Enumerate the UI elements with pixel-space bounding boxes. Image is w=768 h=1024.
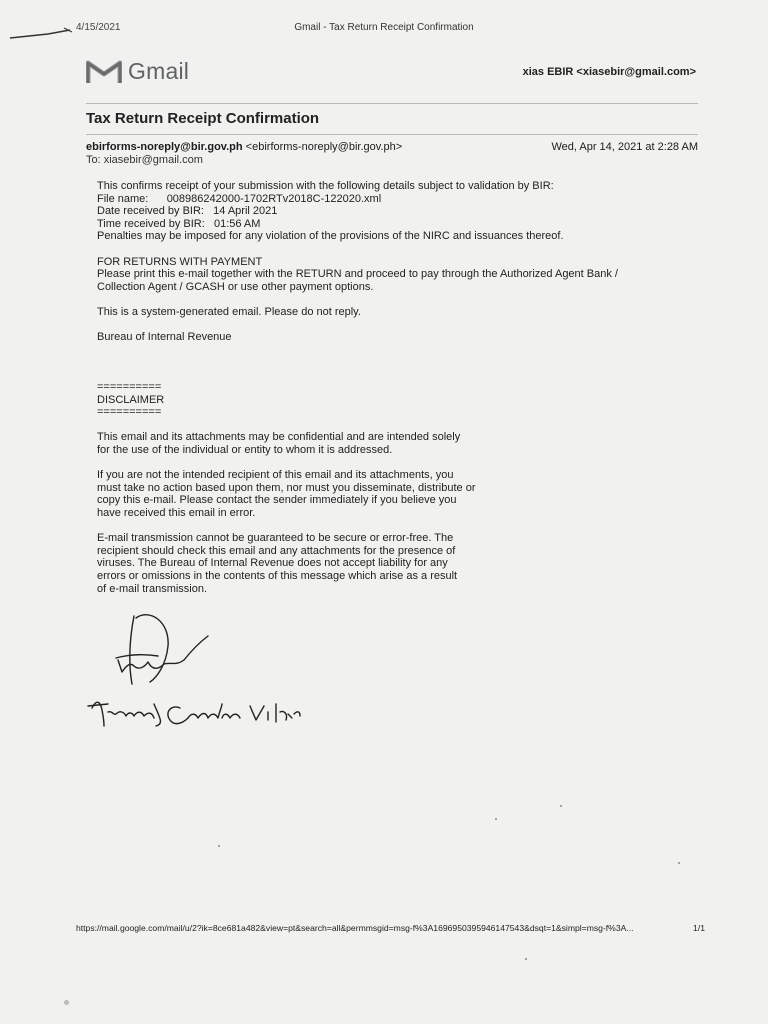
disclaimer-p2-line: have received this email in error.: [97, 506, 256, 519]
gmail-logo: [86, 58, 189, 85]
disclaimer-p1-line: for the use of the individual or entity to whom it is addressed.: [97, 443, 393, 456]
disclaimer-rule-top: ==========: [97, 381, 162, 393]
sender-line: [86, 141, 402, 153]
email-body: [97, 180, 657, 344]
account-identity: xias EBIR <xiasebir@gmail.com>: [522, 66, 696, 78]
sent-timestamp: Wed, Apr 14, 2021 at 2:28 AM: [551, 141, 698, 153]
payment-heading: FOR RETURNS WITH PAYMENT: [97, 255, 263, 268]
disclaimer-p2-line: must take no action based upon them, nor must you disseminate, distribute or: [97, 481, 476, 494]
sender-name: ebirforms-noreply@bir.gov.ph: [86, 141, 243, 153]
payment-line-1: Please print this e-mail together with the RETURN and proceed to pay through the Authorized Agent Bank /: [97, 268, 618, 281]
body-line-confirmation: This confirms receipt of your submission with the following details subject to validation by BIR:: [97, 180, 554, 192]
body-date-received: Date received by BIR: 14 April 2021: [97, 205, 278, 218]
disclaimer-p2-line: If you are not the intended recipient of this email and its attachments, you: [97, 469, 454, 482]
scan-speck: [525, 958, 527, 960]
gmail-logo-text: Gmail: [128, 58, 190, 84]
scan-speck: [678, 862, 680, 864]
print-page-number: 1/1: [693, 923, 705, 933]
print-url: https://mail.google.com/mail/u/2?ik=8ce681a482&view=pt&search=all&permmsgid=msg-f%3A1696950395946147543&dsqt=1&simpl=msg-f%3A...: [76, 923, 634, 933]
system-note: This is a system-generated email. Please do not reply.: [97, 305, 361, 318]
scan-speck: [560, 805, 562, 807]
disclaimer-rule-bottom: ==========: [97, 406, 162, 419]
handwritten-signature: [84, 600, 304, 740]
disclaimer-p1-line: This email and its attachments may be confidential and are intended solely: [97, 431, 461, 444]
payment-line-2: Collection Agent / GCASH or use other payment options.: [97, 280, 374, 293]
signoff: Bureau of Internal Revenue: [97, 331, 232, 344]
email-subject: Tax Return Receipt Confirmation: [86, 110, 320, 127]
scan-speck: [218, 845, 220, 847]
header-divider: [86, 103, 698, 104]
disclaimer-p3-line: of e-mail transmission.: [97, 582, 208, 595]
disclaimer-heading: DISCLAIMER: [97, 393, 165, 406]
sender-address: <ebirforms-noreply@bir.gov.ph>: [245, 141, 403, 153]
print-title: Gmail - Tax Return Receipt Confirmation: [294, 22, 474, 33]
disclaimer-p3-line: errors or omissions in the contents of this message which arise as a result: [97, 569, 458, 582]
disclaimer: [97, 381, 517, 595]
subject-divider: [86, 134, 698, 135]
recipient-line: To: xiasebir@gmail.com: [86, 154, 203, 166]
print-date: 4/15/2021: [76, 22, 121, 33]
disclaimer-p3-line: E-mail transmission cannot be guaranteed to be secure or error-free. The: [97, 532, 454, 545]
body-time-received: Time received by BIR: 01:56 AM: [97, 217, 261, 230]
scan-speck: [495, 818, 497, 820]
disclaimer-p2-line: copy this e-mail. Please contact the sender immediately if you believe you: [97, 494, 457, 507]
body-file-name: File name: 008986242000-1702RTv2018C-122020.xml: [97, 192, 382, 205]
scan-speck: [64, 1000, 69, 1005]
disclaimer-p3-line: recipient should check this email and any attachments for the presence of: [97, 544, 456, 557]
gmail-m-icon: [86, 59, 122, 85]
body-penalties: Penalties may be imposed for any violation of the provisions of the NIRC and issuances thereof.: [97, 230, 564, 243]
disclaimer-p3-line: viruses. The Bureau of Internal Revenue does not accept liability for any: [97, 557, 448, 570]
